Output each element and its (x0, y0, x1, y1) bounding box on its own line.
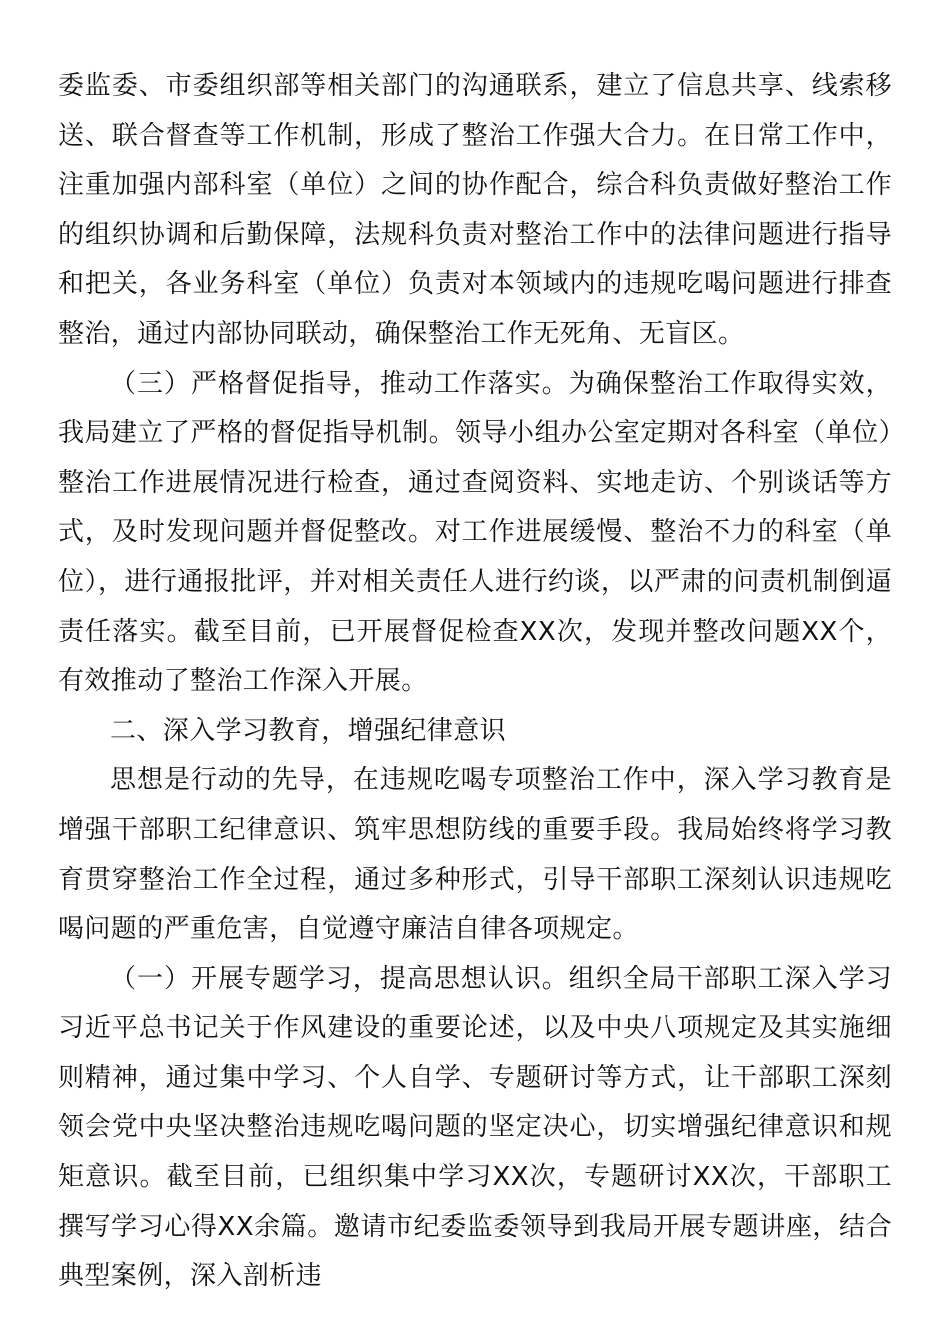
section-heading-study-education: 二、深入学习教育，增强纪律意识 (110, 715, 507, 746)
paragraph-special-study: （一）开展专题学习，提高思想认识。组织全局干部职工深入学习习近平总书记关于作风建设的重要论述，以及中央八项规定及其实施细则精神，通过集中学习、个人自学、专题研讨等方式，让干部职工深刻领会党中央坚决整治违规吃喝问题的坚定决心，切实增强纪律意识和规矩意识。截至目前，已组织集中学习XX次，专题研讨XX次，干部职工撰写学习心得XX余篇。邀请市纪委监委领导到我局开展专题讲座，结合典型案例，深入剖析违 (58, 963, 892, 1292)
paragraph-education-intro: 思想是行动的先导，在违规吃喝专项整治工作中，深入学习教育是增强干部职工纪律意识、筑牢思想防线的重要手段。我局始终将学习教育贯穿整治工作全过程，通过多种形式，引导干部职工深刻认识违规吃喝问题的严重危害，自觉遵守廉洁自律各项规定。 (58, 765, 892, 945)
paragraph-coordination-mechanism: 委监委、市委组织部等相关部门的沟通联系，建立了信息共享、线索移送、联合督查等工作机制，形成了整治工作强大合力。在日常工作中，注重加强内部科室（单位）之间的协作配合，综合科负责做好整治工作的组织协调和后勤保障，法规科负责对整治工作中的法律问题进行指导和把关，各业务科室（单位）负责对本领域内的违规吃喝问题进行排查整治，通过内部协同联动，确保整治工作无死角、无盲区。 (58, 71, 892, 349)
document-page (58, 62, 892, 1302)
paragraph-supervision-guidance: （三）严格督促指导，推动工作落实。为确保整治工作取得实效，我局建立了严格的督促指导机制。领导小组办公室定期对各科室（单位）整治工作进展情况进行检查，通过查阅资料、实地走访、个别谈话等方式，及时发现问题并督促整改。对工作进展缓慢、整治不力的科室（单位），进行通报批评，并对相关责任人进行约谈，以严肃的问责机制倒逼责任落实。截至目前，已开展督促检查XX次，发现并整改问题XX个，有效推动了整治工作深入开展。 (58, 368, 892, 697)
